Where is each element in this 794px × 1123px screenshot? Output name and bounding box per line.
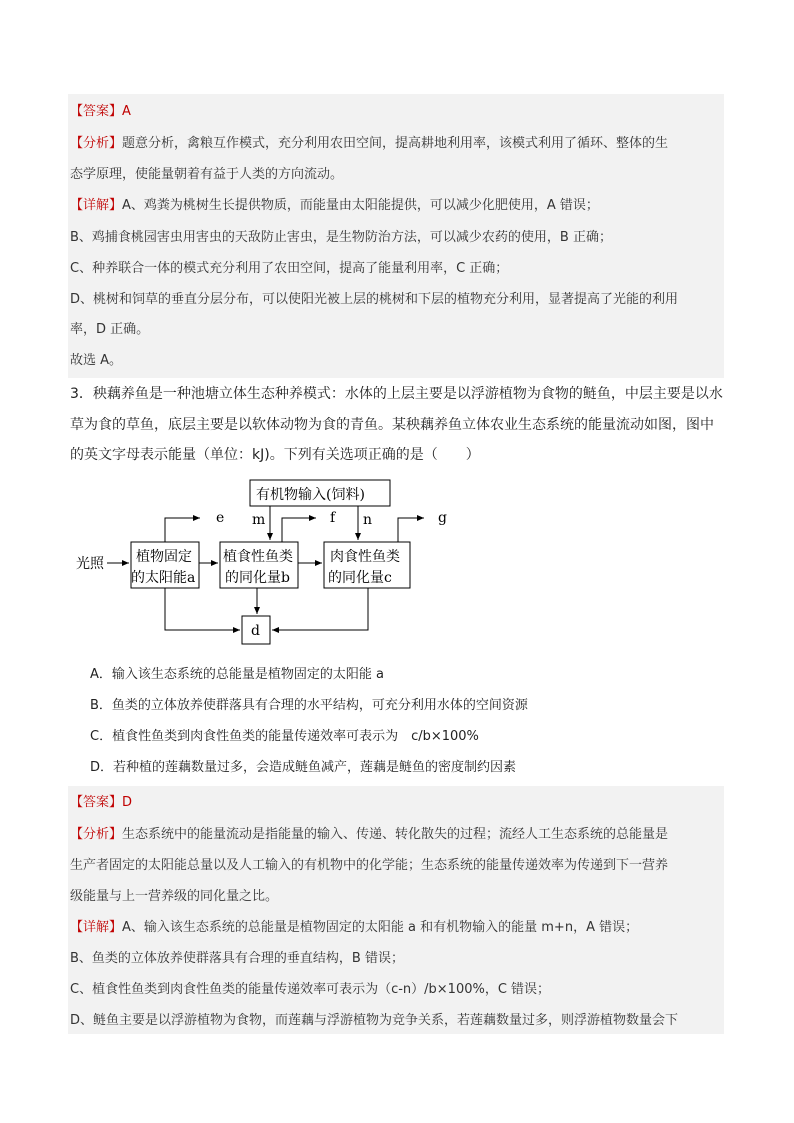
option-a: A．输入该生态系统的总能量是植物固定的太阳能 a <box>90 667 384 682</box>
analysis-text-2b: 生产者固定的太阳能总量以及人工输入的有机物中的化学能；生态系统的能量传递效率为传递到下一营养 <box>70 858 669 873</box>
herbivore-label-2: 的同化量b <box>225 570 290 586</box>
detail-text-2d: D、鲢鱼主要是以浮游植物为食物，而莲藕与浮游植物为竞争关系，若莲藕数量过多，则浮游植物数量会下 <box>70 1013 679 1028</box>
detail-text: A、鸡粪为桃树生长提供物质，而能量由太阳能提供，可以减少化肥使用，A 错误； <box>122 198 599 213</box>
detail-text-c: C、种养联合一体的模式充分利用了农田空间，提高了能量利用率，C 正确； <box>70 261 509 276</box>
detail-text-2a: A、输入该生态系统的总能量是植物固定的太阳能 a 和有机物输入的能量 m+n，A 错误； <box>122 920 639 935</box>
light-label: 光照 <box>76 556 104 572</box>
analysis-tag: 【分析】 <box>70 136 123 151</box>
answer-tag-2: 【答案】 <box>70 795 123 810</box>
e-arrow <box>165 518 200 542</box>
herbivore-label-1: 植食性鱼类 <box>223 549 293 565</box>
m-label: m <box>252 512 266 528</box>
plant-label-1: 植物固定 <box>136 549 192 565</box>
question-line-1: 3．秧藕养鱼是一种池塘立体生态种养模式：水体的上层主要是以浮游植物为食物的鲢鱼，中层主要是以水 <box>70 386 723 402</box>
question-line-3: 的英文字母表示能量（单位：kJ)。下列有关选项正确的是（ ） <box>70 447 480 463</box>
detail-text-2b: B、鱼类的立体放养使群落具有合理的垂直结构，B 错误； <box>70 951 404 966</box>
detail-tag-2: 【详解】 <box>70 920 123 935</box>
n-label: n <box>363 512 373 528</box>
g-label: g <box>438 510 447 526</box>
detail-text-2c: C、植食性鱼类到肉食性鱼类的能量传递效率可表示为（c-n）/b×100%，C 错误； <box>70 982 551 997</box>
analysis-tag-2: 【分析】 <box>70 827 123 842</box>
carnivore-label-1: 肉食性鱼类 <box>330 549 400 565</box>
answer-tag: 【答案】 <box>70 104 123 119</box>
answer-value-2: D <box>122 795 133 810</box>
analysis-text: 题意分析，禽粮互作模式，充分利用农田空间，提高耕地利用率，该模式利用了循环、整体的生 <box>122 136 669 151</box>
analysis-text-cont: 态学原理，使能量朝着有益于人类的方向流动。 <box>70 167 344 182</box>
detail-line-2 <box>70 919 724 937</box>
analysis-line <box>70 135 724 153</box>
organic-input-label: 有机物输入(饲料) <box>256 487 365 503</box>
detail-text-b: B、鸡捕食桃园害虫用害虫的天敌防止害虫，是生物防治方法，可以减少农药的使用，B 正确； <box>70 230 612 245</box>
carnivore-label-2: 的同化量c <box>328 570 392 586</box>
option-c: C．植食性鱼类到肉食性鱼类的能量传递效率可表示为 c/b×100% <box>90 729 479 744</box>
analysis-text-2: 生态系统中的能量流动是指能量的输入、传递、转化散失的过程；流经人工生态系统的总能量是 <box>122 827 669 842</box>
option-d: D．若种植的莲藕数量过多，会造成鲢鱼减产，莲藕是鲢鱼的密度制约因素 <box>90 760 517 775</box>
g-arrow <box>398 518 424 542</box>
conclusion: 故选 A。 <box>70 353 123 368</box>
energy-flow-diagram <box>0 470 794 650</box>
detail-text-d: D、桃树和饲草的垂直分层分布，可以使阳光被上层的桃树和下层的植物充分利用，显著提高了光能的利用 <box>70 292 679 307</box>
f-label: f <box>330 510 336 526</box>
detail-text-d-cont: 率，D 正确。 <box>70 322 150 337</box>
carnivore-to-d-arrow <box>272 588 368 630</box>
plant-to-d-arrow <box>165 588 240 630</box>
answer-line <box>70 103 724 121</box>
f-arrow <box>282 518 316 542</box>
analysis-text-2c: 级能量与上一营养级的同化量之比。 <box>70 889 279 904</box>
analysis-line-2 <box>70 826 724 844</box>
d-label: d <box>251 623 260 639</box>
answer-line-2 <box>70 794 724 812</box>
plant-label-2: 的太阳能a <box>131 570 196 586</box>
answer-value: A <box>122 104 131 119</box>
e-label: e <box>216 510 225 526</box>
option-b: B．鱼类的立体放养使群落具有合理的水平结构，可充分利用水体的空间资源 <box>90 698 528 713</box>
detail-line <box>70 197 724 215</box>
question-line-2: 草为食的草鱼，底层主要是以软体动物为食的青鱼。某秧藕养鱼立体农业生态系统的能量流动如图，图中 <box>70 417 714 433</box>
detail-tag: 【详解】 <box>70 198 123 213</box>
